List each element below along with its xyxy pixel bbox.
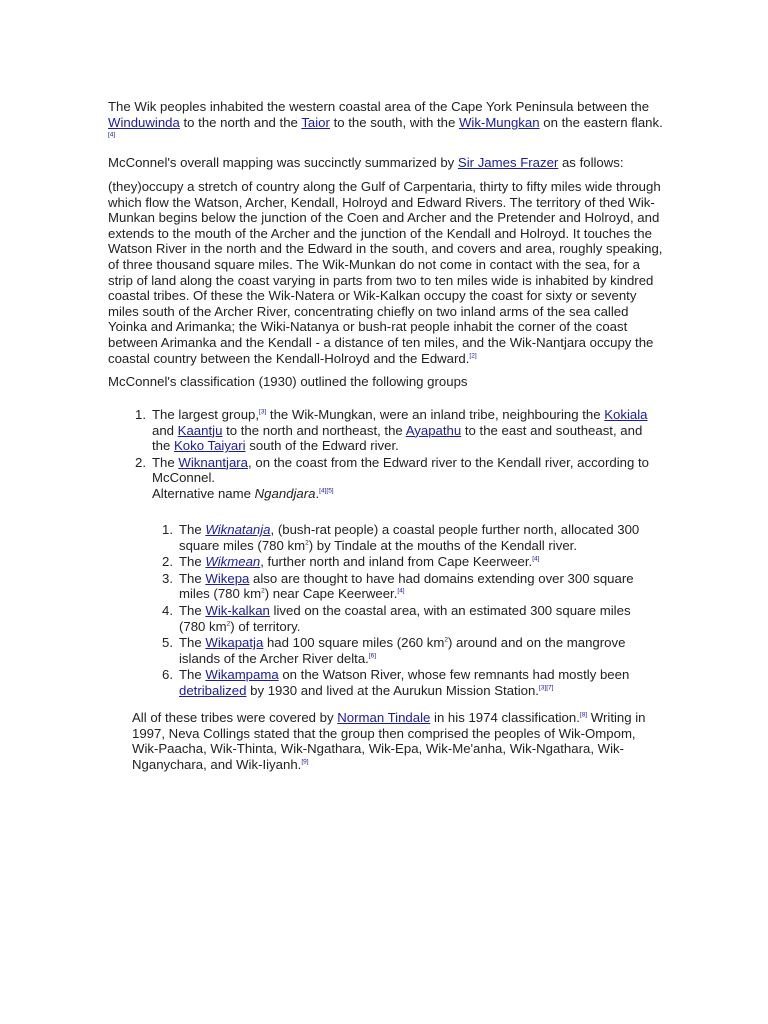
list-item: [162, 667, 651, 698]
text: The largest group,: [152, 407, 260, 422]
text: ) by Tindale at the mouths of the Kendall river.: [308, 537, 577, 553]
text: , further north and inland from Cape Keerweer.: [260, 554, 533, 570]
citation-ref[interactable]: [4][5]: [319, 487, 334, 495]
list-number: 4.: [162, 602, 173, 618]
link-wikmean[interactable]: Wikmean: [205, 554, 261, 570]
citation-ref[interactable]: [4]: [532, 555, 540, 563]
link-norman-tindale[interactable]: Norman Tindale: [337, 710, 431, 725]
list-number: 1.: [162, 522, 173, 537]
link-sir-james-frazer[interactable]: Sir James Frazer: [457, 155, 559, 170]
text: Writing in 1997, Neva Collings stated that the group then comprised the peoples of Wik-Ompom, Wik-Paacha, Wik-Thinta, Wik-Ngathara, Wik-Epa, Wik-Me'anha, Wik-Ngathara, Wik-Nganychara, and Wik-Iiyanh.: [132, 710, 646, 772]
list-number: 6.: [162, 667, 173, 683]
text: had 100 square miles (260 km: [263, 635, 445, 651]
text: .: [315, 485, 320, 501]
text: McConnel's overall mapping was succinctly summarized by: [108, 155, 458, 170]
text: ) around and on the mangrove islands of the Archer River delta.: [179, 635, 626, 666]
text: in his 1974 classification.: [430, 710, 580, 725]
list-number: 1.: [135, 407, 146, 422]
text: to the east and southeast, and the: [152, 422, 643, 454]
text: south of the Edward river.: [245, 438, 399, 454]
subgroups-list: [162, 522, 651, 699]
citation-ref[interactable]: [9]: [301, 758, 309, 766]
link-wiknantjara[interactable]: Wiknantjara: [178, 454, 249, 470]
text: as follows:: [558, 155, 624, 170]
quote-text: (they)occupy a stretch of country along the Gulf of Carpentaria, thirty to fifty miles wide through which flow the Watson, Archer, Kendall, Holroyd and Edward Rivers. The territory of thed Wik-Munkan begins below the junction of the Coen and Archer and the Pretender and Holroyd, and extends to the mouth of the Archer and the junction of the Kendall and Holroyd. It touches the Watson River in the north and the Edward in the south, and covers and area, roughly speaking, of three thousand square miles. The Wik-Munkan do not come in contact with the sea, for a strip of land along the coast varying in parts from two to ten miles wide is inhabited by kindred coastal tribes. Of these the Wik-Natera or Wik-Kalkan occupy the coast for sixty or seventy miles south of the Archer River, concentrating chiefly on two inland arms of the sea called Yoinka and Arimanka; the Wiki-Natanya or bush-rat people inhabit the corner of the coast between Arimanka and the Kendall - a distance of ten miles, and the Wik-Nantjara occupy the coastal country between the Kendall-Holroyd and the Edward.: [108, 179, 663, 366]
link-wikampama[interactable]: Wikampama: [205, 667, 279, 683]
list-item: [162, 635, 651, 666]
superscript: 2: [444, 636, 448, 644]
citation-ref[interactable]: [3]: [259, 408, 267, 416]
link-wikapatja[interactable]: Wikapatja: [205, 635, 264, 651]
frazer-quote: [108, 179, 664, 366]
link-wiknatanja[interactable]: Wiknatanja: [205, 522, 271, 537]
list-item: [162, 602, 651, 634]
text: lived on the coastal area, with an estimated 300 square miles (780 km: [179, 602, 631, 634]
alternative-name: Ngandjara: [254, 485, 316, 501]
text: on the eastern flank.: [539, 114, 663, 130]
list-item: [162, 522, 651, 553]
superscript: 2: [226, 620, 231, 628]
link-kokiala[interactable]: Kokiala: [604, 407, 648, 422]
list-item: [162, 570, 651, 602]
text: to the south, with the: [329, 114, 459, 130]
text: The Wik peoples inhabited the western coastal area of the Cape York Peninsula between the: [108, 99, 650, 114]
text: on the Watson River, whose few remnants had mostly been: [278, 667, 630, 683]
text: The: [179, 554, 206, 570]
intro-paragraph: [108, 99, 668, 146]
text: , (bush-rat people) a coastal people further north, allocated 300 square miles (780 km: [179, 522, 640, 553]
list-item: [162, 554, 651, 570]
link-taior[interactable]: Taior: [301, 114, 330, 130]
text: All of these tribes were covered by: [132, 710, 338, 725]
tindale-paragraph: [132, 710, 647, 772]
link-wik-mungkan[interactable]: Wik-Mungkan: [458, 114, 540, 130]
text: and: [152, 422, 178, 438]
link-koko-taiyari[interactable]: Koko Taiyari: [174, 438, 246, 454]
text: the Wik-Mungkan, were an inland tribe, neighbouring the: [266, 407, 605, 422]
text: McConnel's classification (1930) outlined the following groups: [108, 374, 468, 389]
list-item: [135, 454, 652, 502]
text: The: [179, 570, 206, 586]
citation-ref[interactable]: [3][7]: [538, 684, 554, 692]
text: The: [179, 522, 206, 537]
superscript: 2: [305, 539, 309, 547]
text: The: [179, 635, 206, 651]
text: also are thought to have had domains extending over 300 square miles (780 km: [179, 570, 634, 602]
text: Alternative name: [152, 485, 255, 501]
superscript: 2: [261, 587, 265, 595]
citation-ref[interactable]: [4]: [397, 587, 405, 595]
text: to the north and northeast, the: [222, 422, 406, 438]
list-number: 5.: [162, 635, 173, 651]
citation-ref[interactable]: [4]: [108, 131, 116, 139]
link-wikepa[interactable]: Wikepa: [205, 570, 250, 586]
citation-ref[interactable]: [8]: [579, 711, 588, 719]
groups-list: [135, 407, 652, 502]
citation-ref[interactable]: [2]: [469, 352, 477, 360]
frazer-intro-paragraph: [108, 155, 668, 171]
alternative-name-line: [152, 486, 652, 502]
list-number: 2.: [162, 554, 173, 570]
list-item: [135, 407, 652, 454]
link-ayapathu[interactable]: Ayapathu: [405, 422, 462, 438]
text: , on the coast from the Edward river to the Kendall river, according to McConnel.: [152, 454, 649, 486]
text: by 1930 and lived at the Aurukun Mission Station.: [246, 682, 539, 698]
text: The: [179, 667, 206, 683]
citation-ref[interactable]: [6]: [368, 652, 377, 660]
text: The: [152, 454, 179, 470]
classification-intro: [108, 374, 668, 390]
link-kaantju[interactable]: Kaantju: [177, 422, 223, 438]
link-wik-kalkan[interactable]: Wik-kalkan: [205, 602, 270, 618]
text: ) of territory.: [230, 618, 301, 634]
text: ) near Cape Keerweer.: [264, 586, 398, 602]
text: to the north and the: [179, 114, 302, 130]
list-number: 2.: [135, 454, 146, 470]
link-detribalized[interactable]: detribalized: [179, 682, 247, 698]
text: The: [179, 602, 206, 618]
list-number: 3.: [162, 570, 173, 586]
link-winduwinda[interactable]: Winduwinda: [108, 114, 180, 130]
